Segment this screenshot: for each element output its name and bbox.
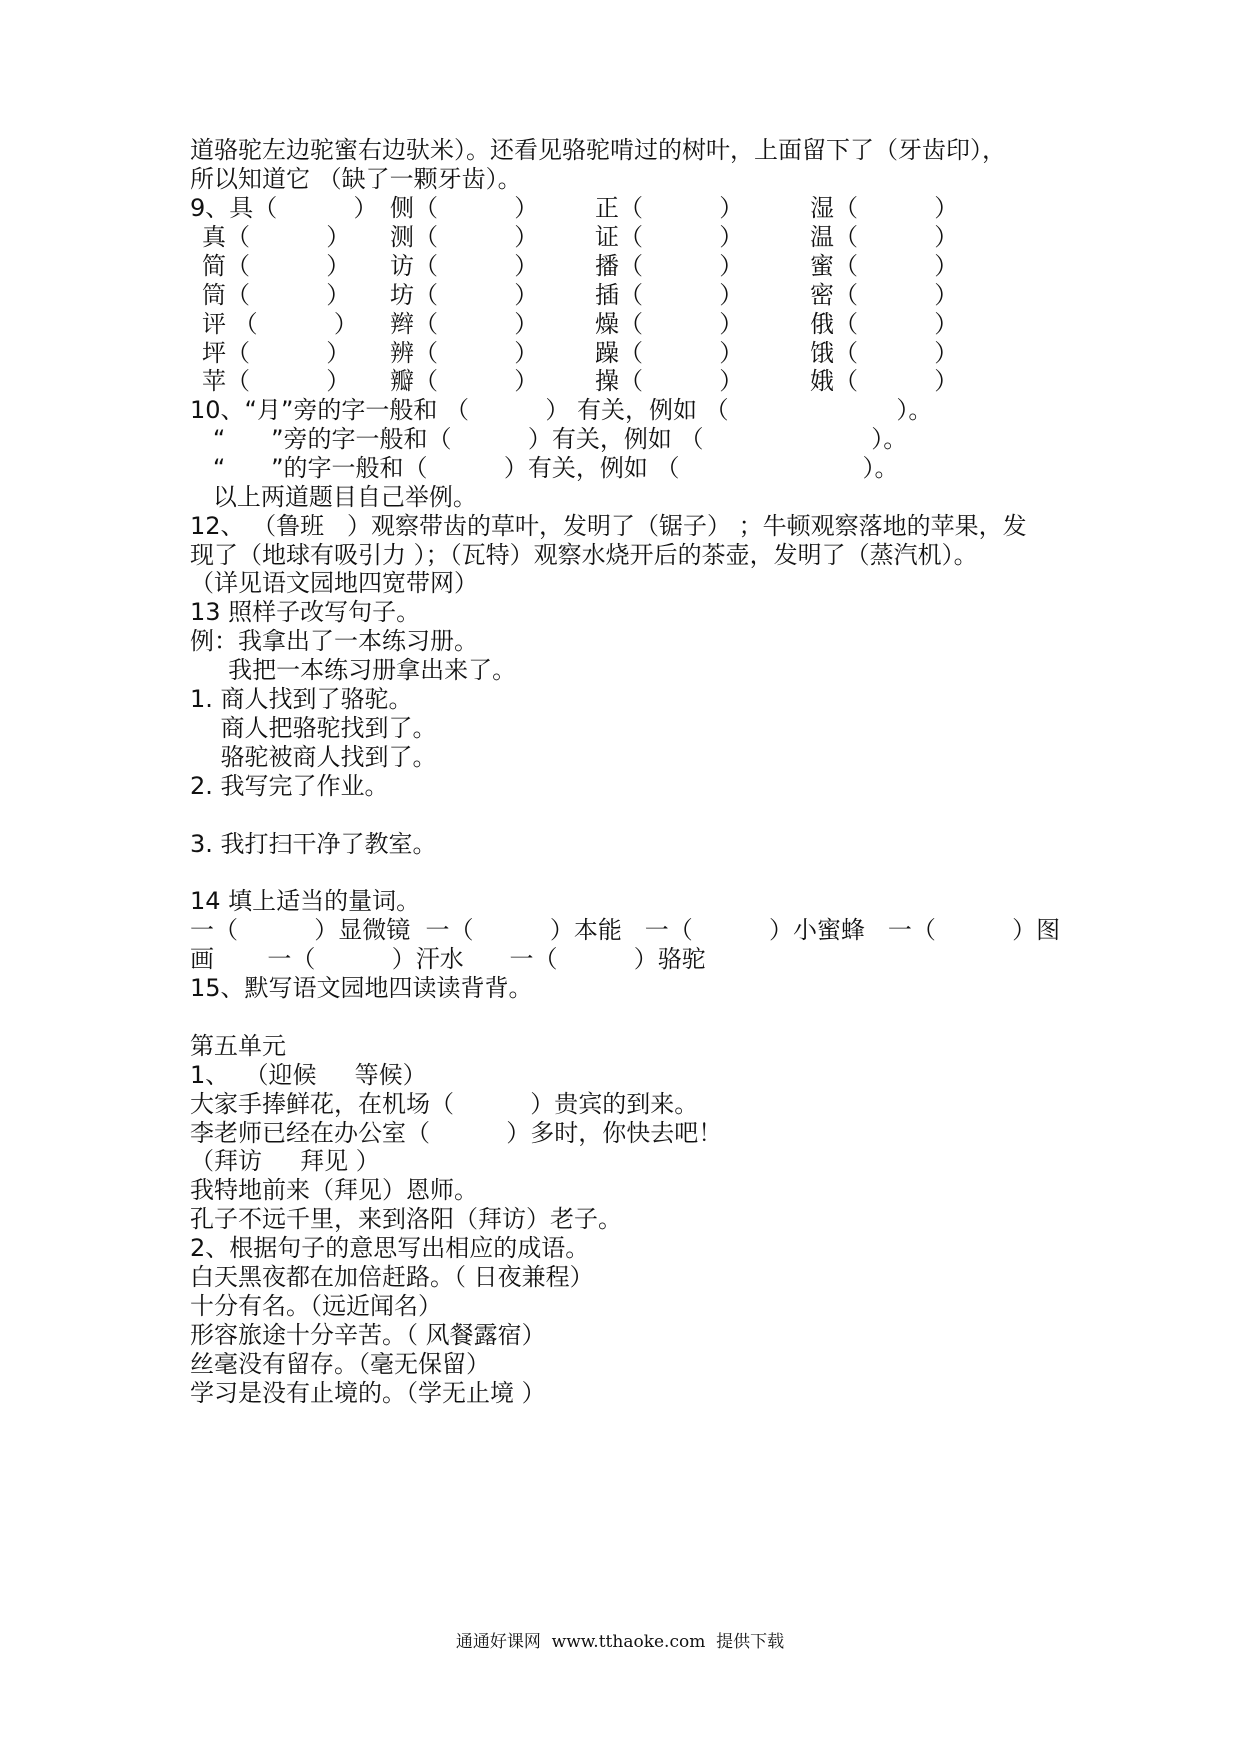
char-blank-cell: 躁（ ） <box>595 338 744 367</box>
char-blank-cell: 简（ ） <box>202 251 351 280</box>
text-line: 我把一本练习册拿出来了。 <box>190 656 517 685</box>
text-line: 商人把骆驼找到了。 <box>190 713 437 742</box>
text-line: 15、默写语文园地四读读背背。 <box>190 974 533 1002</box>
char-blank-cell: 侧（ ） <box>390 194 539 222</box>
char-blank-cell: 坊（ ） <box>390 280 539 309</box>
char-grid-row <box>0 192 1240 224</box>
text-line: 十分有名。（远近闻名） <box>190 1291 442 1320</box>
char-blank-cell: 真（ ） <box>202 222 351 251</box>
text-line: 一（ ）显微镜 一（ ）本能 一（ ）小蜜蜂 一（ ）图 <box>190 916 1061 945</box>
text-line: 第五单元 <box>190 1031 286 1060</box>
text-line: 13 照样子改写句子。 <box>190 598 421 627</box>
char-blank-cell: 蜜（ ） <box>810 251 959 280</box>
char-blank-cell: 湿（ ） <box>810 194 959 222</box>
char-grid-row <box>0 308 1240 340</box>
text-line: “ ”的字一般和（ ）有关，例如 （ ）。 <box>190 453 899 482</box>
text-line: 以上两道题目自己举例。 <box>190 482 477 511</box>
char-grid-row <box>0 279 1240 311</box>
char-grid-row <box>0 221 1240 253</box>
text-line: 1、 （迎候 等候） <box>190 1060 427 1089</box>
char-blank-cell: 密（ ） <box>810 280 959 309</box>
text-line: “ ”旁的字一般和（ ）有关，例如 （ ）。 <box>190 424 908 453</box>
char-blank-cell: 访（ ） <box>390 251 539 280</box>
char-blank-cell: 测（ ） <box>390 222 539 251</box>
text-line: 10、“月”旁的字一般和 （ ） 有关，例如 （ ）。 <box>190 396 933 424</box>
char-blank-cell: 燥（ ） <box>595 309 744 338</box>
text-line: （拜访 拜见 ） <box>190 1147 380 1176</box>
char-blank-cell: 瓣（ ） <box>390 367 539 396</box>
char-blank-cell: 苹（ ） <box>202 367 351 396</box>
text-line: 李老师已经在办公室（ ）多时，你快去吧！ <box>190 1118 723 1147</box>
text-line: 例：我拿出了一本练习册。 <box>190 627 478 656</box>
char-blank-cell: 俄（ ） <box>810 309 959 338</box>
text-line: 1. 商人找到了骆驼。 <box>190 685 413 713</box>
text-line: 2、根据句子的意思写出相应的成语。 <box>190 1234 590 1263</box>
text-line: 大家手捧鲜花，在机场（ ）贵宾的到来。 <box>190 1089 699 1118</box>
char-grid-row <box>0 365 1240 397</box>
char-blank-cell: 正（ ） <box>595 194 744 222</box>
text-line: 2. 我写完了作业。 <box>190 771 389 800</box>
char-blank-cell: 证（ ） <box>595 222 744 251</box>
text-line: 14 填上适当的量词。 <box>190 887 421 916</box>
char-blank-cell: 饿（ ） <box>810 338 959 367</box>
text-line: 所以知道它 （缺了一颗牙齿）。 <box>190 164 522 193</box>
char-blank-cell: 坪（ ） <box>202 338 351 367</box>
footer-credit: 通通好课网 www.tthaoke.com 提供下载 <box>455 1632 785 1652</box>
text-line: 孔子不远千里，来到洛阳（拜访）老子。 <box>190 1205 622 1234</box>
char-grid-row <box>0 250 1240 282</box>
text-line: 骆驼被商人找到了。 <box>190 742 437 771</box>
text-line: 3. 我打扫干净了教室。 <box>190 829 437 858</box>
text-line: 12、 （鲁班 ）观察带齿的草叶，发明了（锯子） ；牛顿观察落地的苹果，发 <box>190 511 1027 540</box>
text-line: 道骆驼左边驼蜜右边驮米）。还看见骆驼啃过的树叶，上面留下了（牙齿印）， <box>190 136 1006 164</box>
text-line: 白天黑夜都在加倍赶路。（ 日夜兼程） <box>190 1263 594 1291</box>
char-blank-cell: 娥（ ） <box>810 367 959 396</box>
char-blank-cell: 9、具（ ） <box>190 194 378 222</box>
text-line: 学习是没有止境的。（学无止境 ） <box>190 1378 546 1407</box>
text-line: 我特地前来（拜见）恩师。 <box>190 1176 478 1205</box>
char-blank-cell: 操（ ） <box>595 367 744 396</box>
char-blank-cell: 插（ ） <box>595 280 744 309</box>
text-line: （详见语文园地四宽带网） <box>190 569 478 598</box>
text-line: 现了（地球有吸引力 ）；（瓦特）观察水烧开后的茶壶，发明了（蒸汽机）。 <box>190 540 978 569</box>
char-blank-cell: 辨（ ） <box>390 338 539 367</box>
text-line: 画 一（ ）汗水 一（ ）骆驼 <box>190 945 706 974</box>
char-grid-row <box>0 337 1240 369</box>
char-blank-cell: 筒（ ） <box>202 280 351 309</box>
char-blank-cell: 辫（ ） <box>390 309 539 338</box>
char-blank-cell: 播（ ） <box>595 251 744 280</box>
char-blank-cell: 评 （ ） <box>202 309 358 338</box>
text-line: 形容旅途十分辛苦。（ 风餐露宿） <box>190 1320 546 1349</box>
char-blank-cell: 温（ ） <box>810 222 959 251</box>
text-line: 丝毫没有留存。（毫无保留） <box>190 1349 490 1378</box>
